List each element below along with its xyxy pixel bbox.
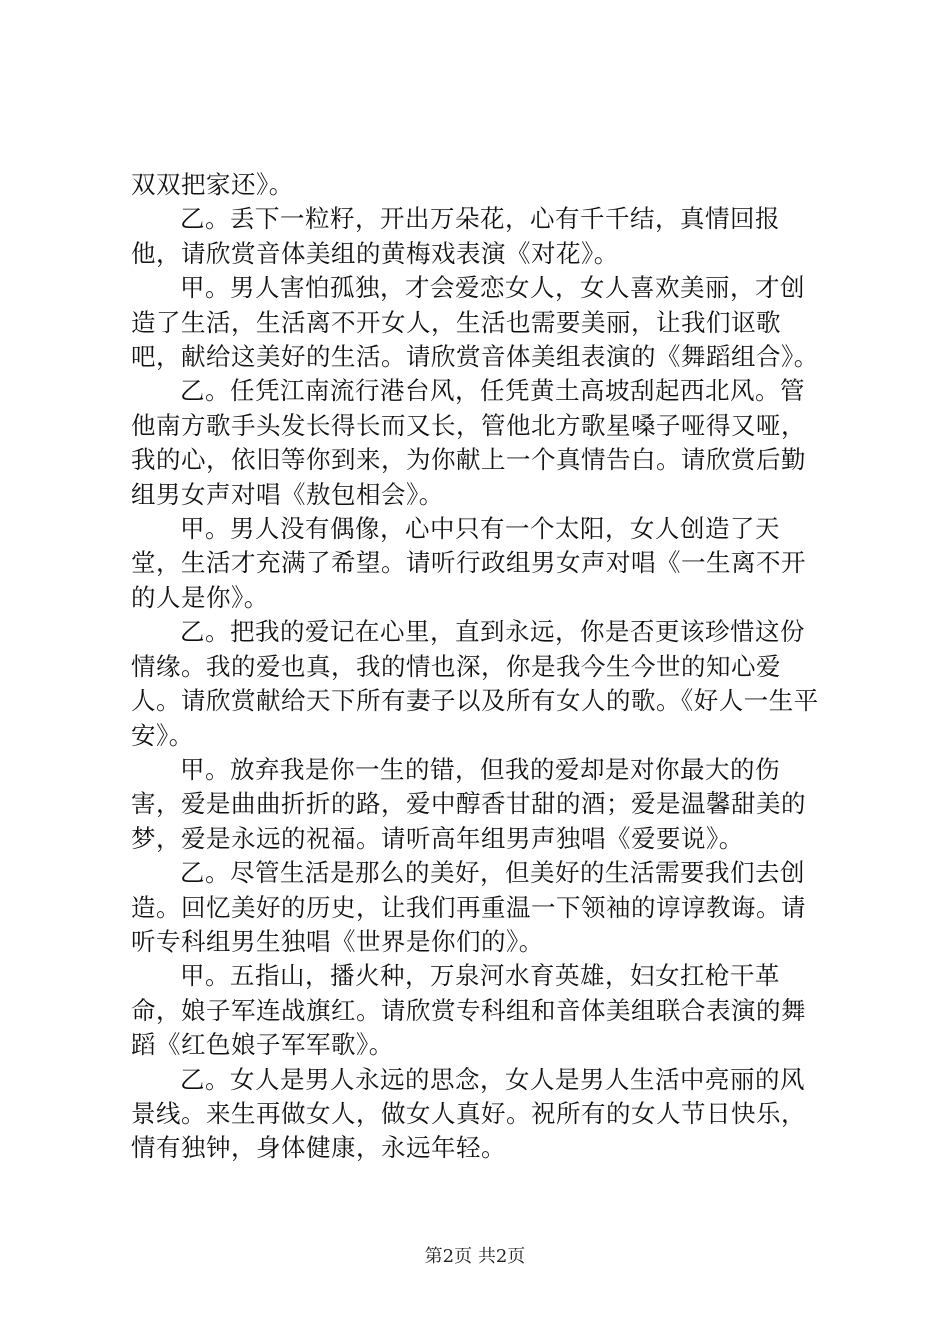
paragraph: 甲。五指山，播火种，万泉河水育英雄，妇女扛枪干革命，娘子军连战旗红。请欣赏专科组和音体美组联合表演的舞蹈《红色娘子军军歌》。 xyxy=(131,961,806,1060)
paragraph: 甲。男人没有偶像，心中只有一个太阳，女人创造了天堂，生活才充满了希望。请听行政组男女声对唱《一生离不开的人是你》。 xyxy=(131,514,806,612)
paragraph: 甲。男人害怕孤独，才会爱恋女人，女人喜欢美丽，才创造了生活，生活离不开女人，生活也需要美丽，让我们讴歌吧，献给这美好的生活。请欣赏音体美组表演的《舞蹈组合》。 xyxy=(131,273,819,372)
paragraph: 乙。把我的爱记在心里，直到永远，你是否更该珍惜这份情缘。我的爱也真，我的情也深，你是我今生今世的知心爱人。请欣赏献给天下所有妻子以及所有女人的歌。《好人一生平安》。 xyxy=(131,617,819,750)
paragraph: 乙。丢下一粒籽，开出万朵花，心有千千结，真情回报他，请欣赏音体美组的黄梅戏表演《对花》。 xyxy=(131,204,780,268)
paragraph: 乙。女人是男人永远的思念，女人是男人生活中亮丽的风景线。来生再做女人，做女人真好。祝所有的女人节日快乐，情有独钟，身体健康，永远年轻。 xyxy=(131,1064,806,1163)
paragraph: 乙。尽管生活是那么的美好，但美好的生活需要我们去创造。回忆美好的历史，让我们再重温一下领袖的谆谆教诲。请听专科组男生独唱《世界是你们的》。 xyxy=(131,858,806,956)
paragraph: 乙。任凭江南流行港台风，任凭黄土高坡刮起西北风。管他南方歌手头发长得长而又长，管他北方歌星嗓子哑得又哑，我的心，依旧等你到来，为你献上一个真情告白。请欣赏后勤组男女声对唱《敖包相会》。 xyxy=(131,376,806,509)
document-body xyxy=(131,168,821,1166)
page-footer: 第2页 共2页 xyxy=(424,1246,526,1267)
paragraph: 甲。放弃我是你一生的错，但我的爱却是对你最大的伤害，爱是曲曲折折的路，爱中醇香甘甜的酒；爱是温馨甜美的梦，爱是永远的祝福。请听高年组男声独唱《爱要说》。 xyxy=(131,754,806,853)
paragraph: 双双把家还》。 xyxy=(131,170,294,199)
